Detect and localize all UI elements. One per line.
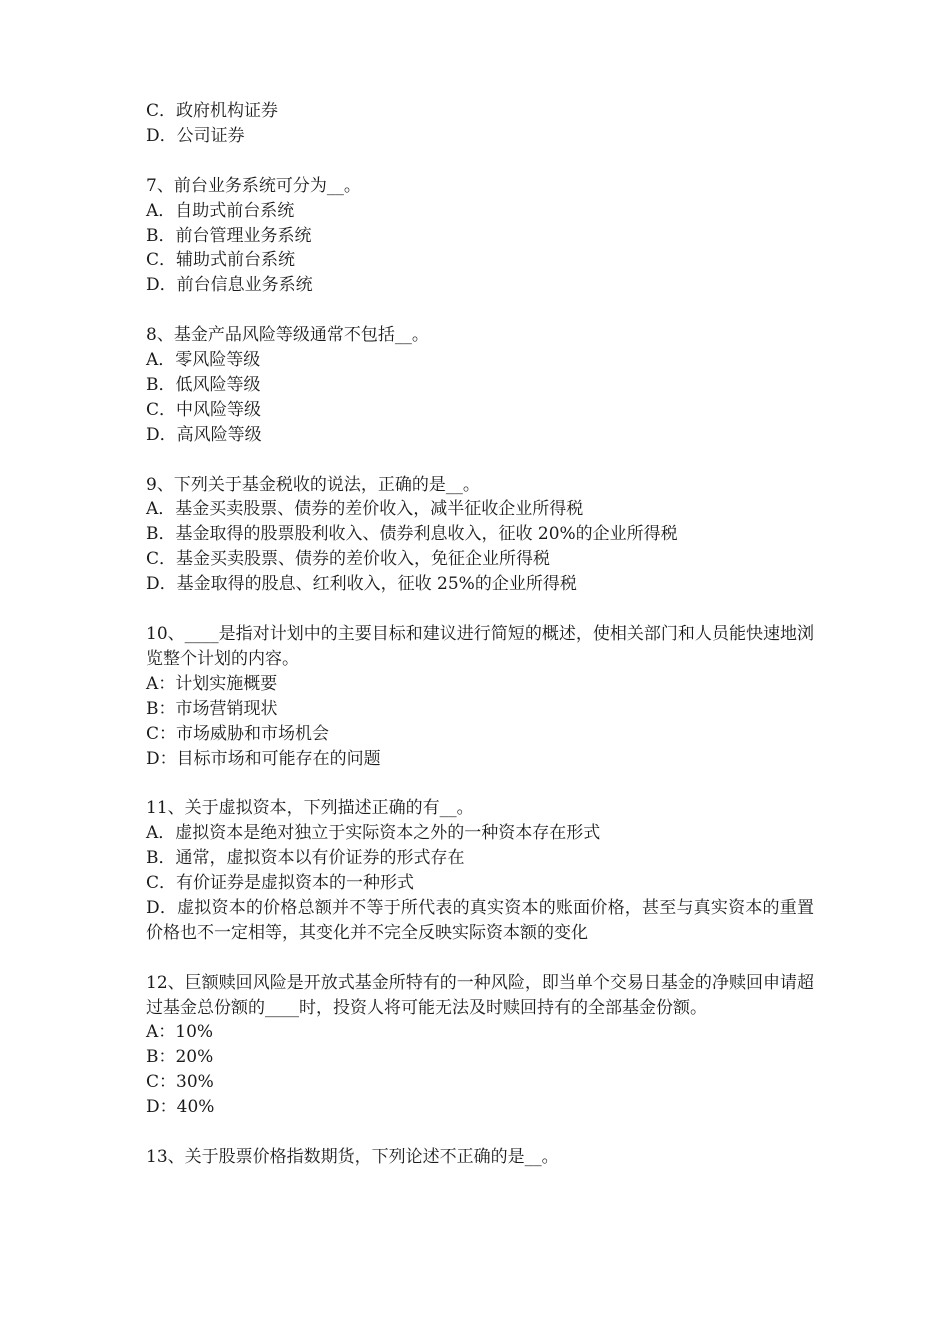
question-10 [146, 622, 814, 771]
question-6-tail [146, 99, 814, 149]
option-c: C．政府机构证券 [146, 101, 279, 121]
option-b: B．低风险等级 [146, 374, 261, 395]
option-a: A：10% [146, 1022, 214, 1043]
document-page [146, 99, 814, 1170]
option-b: B：市场营销现状 [146, 698, 278, 719]
question-stem: 10、____是指对计划中的主要目标和建议进行简短的概述，使相关部门和人员能快速地浏览整个计划的内容。 [146, 623, 814, 669]
question-9 [146, 473, 814, 598]
option-d: D．公司证券 [146, 125, 245, 146]
option-c: C．中风险等级 [146, 399, 262, 420]
option-c: C．辅助式前台系统 [146, 250, 296, 271]
question-stem: 11、关于虚拟资本，下列描述正确的有__。 [146, 798, 474, 819]
question-8 [146, 323, 814, 448]
question-stem: 8、基金产品风险等级通常不包括__。 [146, 325, 429, 346]
option-a: A．基金买卖股票、债券的差价收入，减半征收企业所得税 [146, 499, 584, 520]
option-d: D．虚拟资本的价格总额并不等于所代表的真实资本的账面价格，甚至与真实资本的重置价格也不一定相等，其变化并不完全反映实际资本额的变化 [146, 897, 814, 943]
option-b: B：20% [146, 1047, 214, 1068]
question-11 [146, 796, 814, 945]
question-13 [146, 1145, 814, 1170]
option-d: D：目标市场和可能存在的问题 [146, 748, 381, 769]
option-c: C．有价证券是虚拟资本的一种形式 [146, 873, 415, 894]
question-7 [146, 174, 814, 299]
option-a: A：计划实施概要 [146, 673, 278, 694]
option-b: B．前台管理业务系统 [146, 225, 312, 246]
question-stem: 12、巨额赎回风险是开放式基金所特有的一种风险，即当单个交易日基金的净赎回申请超过基金总份额的____时，投资人将可能无法及时赎回持有的全部基金份额。 [146, 972, 814, 1018]
option-d: D．高风险等级 [146, 424, 262, 445]
option-a: A．自助式前台系统 [146, 200, 295, 221]
option-d: D．基金取得的股息、红利收入，征收 25%的企业所得税 [146, 574, 577, 595]
option-d: D．前台信息业务系统 [146, 275, 313, 296]
option-b: B．基金取得的股票股利收入、债券利息收入，征收 20%的企业所得税 [146, 524, 678, 545]
option-a: A．零风险等级 [146, 350, 261, 371]
option-c: C：市场威胁和市场机会 [146, 723, 330, 744]
option-d: D：40% [146, 1097, 215, 1118]
option-c: C．基金买卖股票、债券的差价收入，免征企业所得税 [146, 549, 551, 570]
question-stem: 7、前台业务系统可分为__。 [146, 175, 361, 196]
option-c: C：30% [146, 1072, 214, 1093]
option-a: A．虚拟资本是绝对独立于实际资本之外的一种资本存在形式 [146, 823, 601, 844]
question-stem: 13、关于股票价格指数期货，下列论述不正确的是__。 [146, 1146, 559, 1167]
question-12 [146, 971, 814, 1120]
option-b: B．通常，虚拟资本以有价证券的形式存在 [146, 848, 465, 869]
question-stem: 9、下列关于基金税收的说法，正确的是__。 [146, 474, 480, 495]
